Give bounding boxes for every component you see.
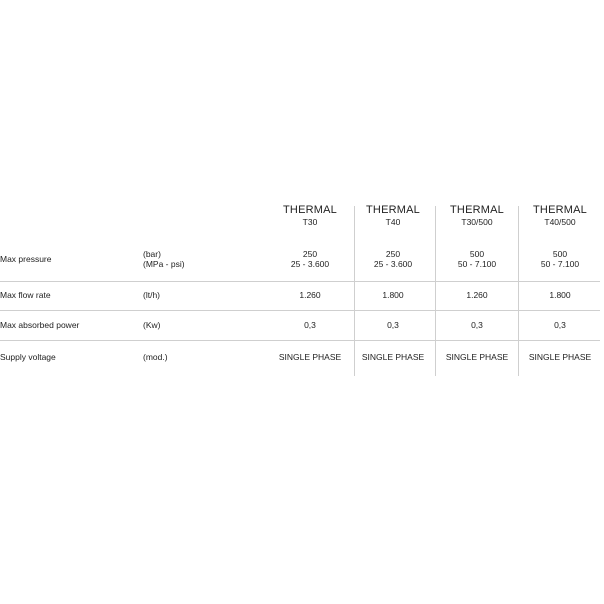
value-cell: 1.260 [299,290,321,300]
unit-line: (bar) [143,249,161,259]
row-unit [143,320,160,330]
row-unit [143,352,168,362]
row-divider [0,310,600,311]
row-unit [143,290,160,300]
model-code: T30 [302,217,318,227]
value-cell [437,249,517,269]
model-name: THERMAL [533,204,587,216]
row-label: Max pressure [0,254,52,264]
unit-line: (lt/h) [143,290,160,300]
row-label: Max absorbed power [0,320,80,330]
value-cell: SINGLE PHASE [445,352,509,362]
unit-line: (mod.) [143,352,168,362]
value-cell: SINGLE PHASE [361,352,425,362]
value-line: 500 [552,249,568,259]
row-divider [0,281,600,282]
spec-table [0,204,600,376]
model-header-t40 [353,204,433,228]
value-line: 500 [469,249,485,259]
value-cell: 1.800 [549,290,571,300]
value-line: 250 [385,249,401,259]
value-cell: SINGLE PHASE [528,352,592,362]
value-cell: 0,3 [387,320,399,330]
value-cell: 1.800 [382,290,404,300]
value-cell: 0,3 [471,320,483,330]
model-header-t30-500 [437,204,517,228]
model-name: THERMAL [366,204,420,216]
value-cell: 0,3 [554,320,566,330]
unit-line: (MPa - psi) [143,259,185,269]
row-label: Max flow rate [0,290,51,300]
value-cell [270,249,350,269]
model-name: THERMAL [283,204,337,216]
row-divider [0,340,600,341]
value-cell: SINGLE PHASE [278,352,342,362]
value-cell [353,249,433,269]
model-header-t30 [270,204,350,228]
value-line: 25 - 3.600 [373,259,413,269]
value-cell [520,249,600,269]
model-code: T30/500 [461,217,493,227]
model-code: T40/500 [544,217,576,227]
column-divider [435,206,436,376]
row-label: Supply voltage [0,352,56,362]
value-line: 250 [302,249,318,259]
column-divider [518,206,519,376]
model-header-t40-500 [520,204,600,228]
value-cell: 1.260 [466,290,488,300]
model-name: THERMAL [450,204,504,216]
value-cell: 0,3 [304,320,316,330]
value-line: 50 - 7.100 [540,259,580,269]
row-unit [143,249,185,269]
value-line: 50 - 7.100 [457,259,497,269]
value-line: 25 - 3.600 [290,259,330,269]
model-code: T40 [385,217,401,227]
unit-line: (Kw) [143,320,161,330]
